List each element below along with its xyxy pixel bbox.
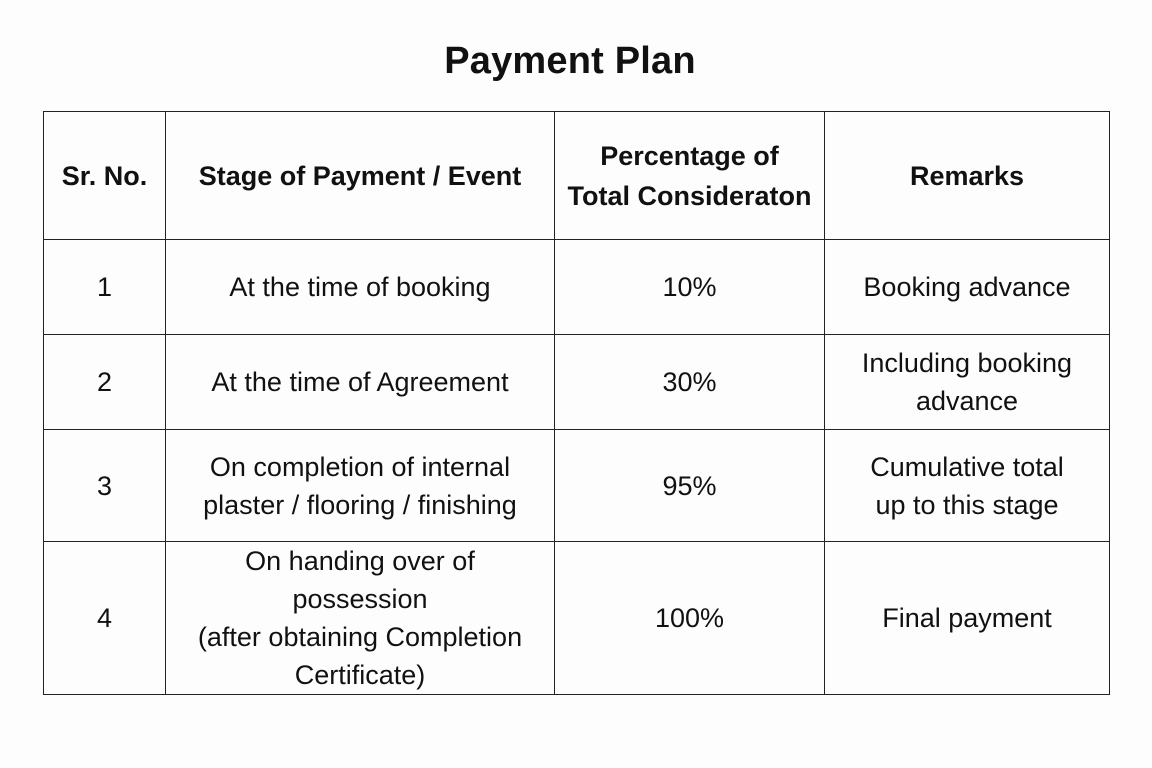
cell-remarks xyxy=(825,240,1110,335)
cell-stage-line: (after obtaining Completion xyxy=(197,622,523,652)
table-row xyxy=(44,430,1110,542)
cell-percentage: 100% xyxy=(555,542,825,695)
cell-remarks xyxy=(825,542,1110,695)
header-stage: Stage of Payment / Event xyxy=(166,112,555,240)
cell-stage xyxy=(166,542,555,695)
header-percentage xyxy=(555,112,825,240)
cell-percentage: 10% xyxy=(555,240,825,335)
cell-remarks-line: Booking advance xyxy=(863,272,1071,302)
cell-remarks-line: advance xyxy=(915,386,1019,416)
cell-stage-line: On handing over of possession xyxy=(245,546,475,614)
page-title: Payment Plan xyxy=(444,40,696,82)
table-header-row xyxy=(44,112,1110,240)
payment-plan-table xyxy=(43,111,1110,695)
cell-remarks-line: Including booking xyxy=(861,348,1073,378)
cell-stage xyxy=(166,430,555,542)
cell-sr-no: 1 xyxy=(44,240,166,335)
cell-percentage: 30% xyxy=(555,335,825,430)
cell-remarks-line: up to this stage xyxy=(875,489,1059,520)
cell-remarks-line: Cumulative total xyxy=(870,451,1064,482)
cell-stage-line: At the time of Agreement xyxy=(211,367,509,397)
cell-percentage: 95% xyxy=(555,430,825,542)
table-row xyxy=(44,335,1110,430)
cell-stage xyxy=(166,240,555,335)
header-percentage-line2: Total Consideraton xyxy=(567,180,812,211)
cell-remarks xyxy=(825,335,1110,430)
cell-stage-line: On completion of internal xyxy=(209,451,511,482)
header-sr-no: Sr. No. xyxy=(44,112,166,240)
cell-stage xyxy=(166,335,555,430)
table-row xyxy=(44,240,1110,335)
cell-stage-line: plaster / flooring / finishing xyxy=(203,489,517,520)
cell-sr-no: 4 xyxy=(44,542,166,695)
cell-remarks-line: Final payment xyxy=(882,603,1052,633)
cell-sr-no: 3 xyxy=(44,430,166,542)
cell-sr-no: 2 xyxy=(44,335,166,430)
cell-remarks xyxy=(825,430,1110,542)
cell-stage-line: Certificate) xyxy=(294,660,426,690)
header-percentage-line1: Percentage of xyxy=(600,140,779,171)
header-remarks: Remarks xyxy=(825,112,1110,240)
table-row xyxy=(44,542,1110,695)
cell-stage-line: At the time of booking xyxy=(229,272,491,302)
